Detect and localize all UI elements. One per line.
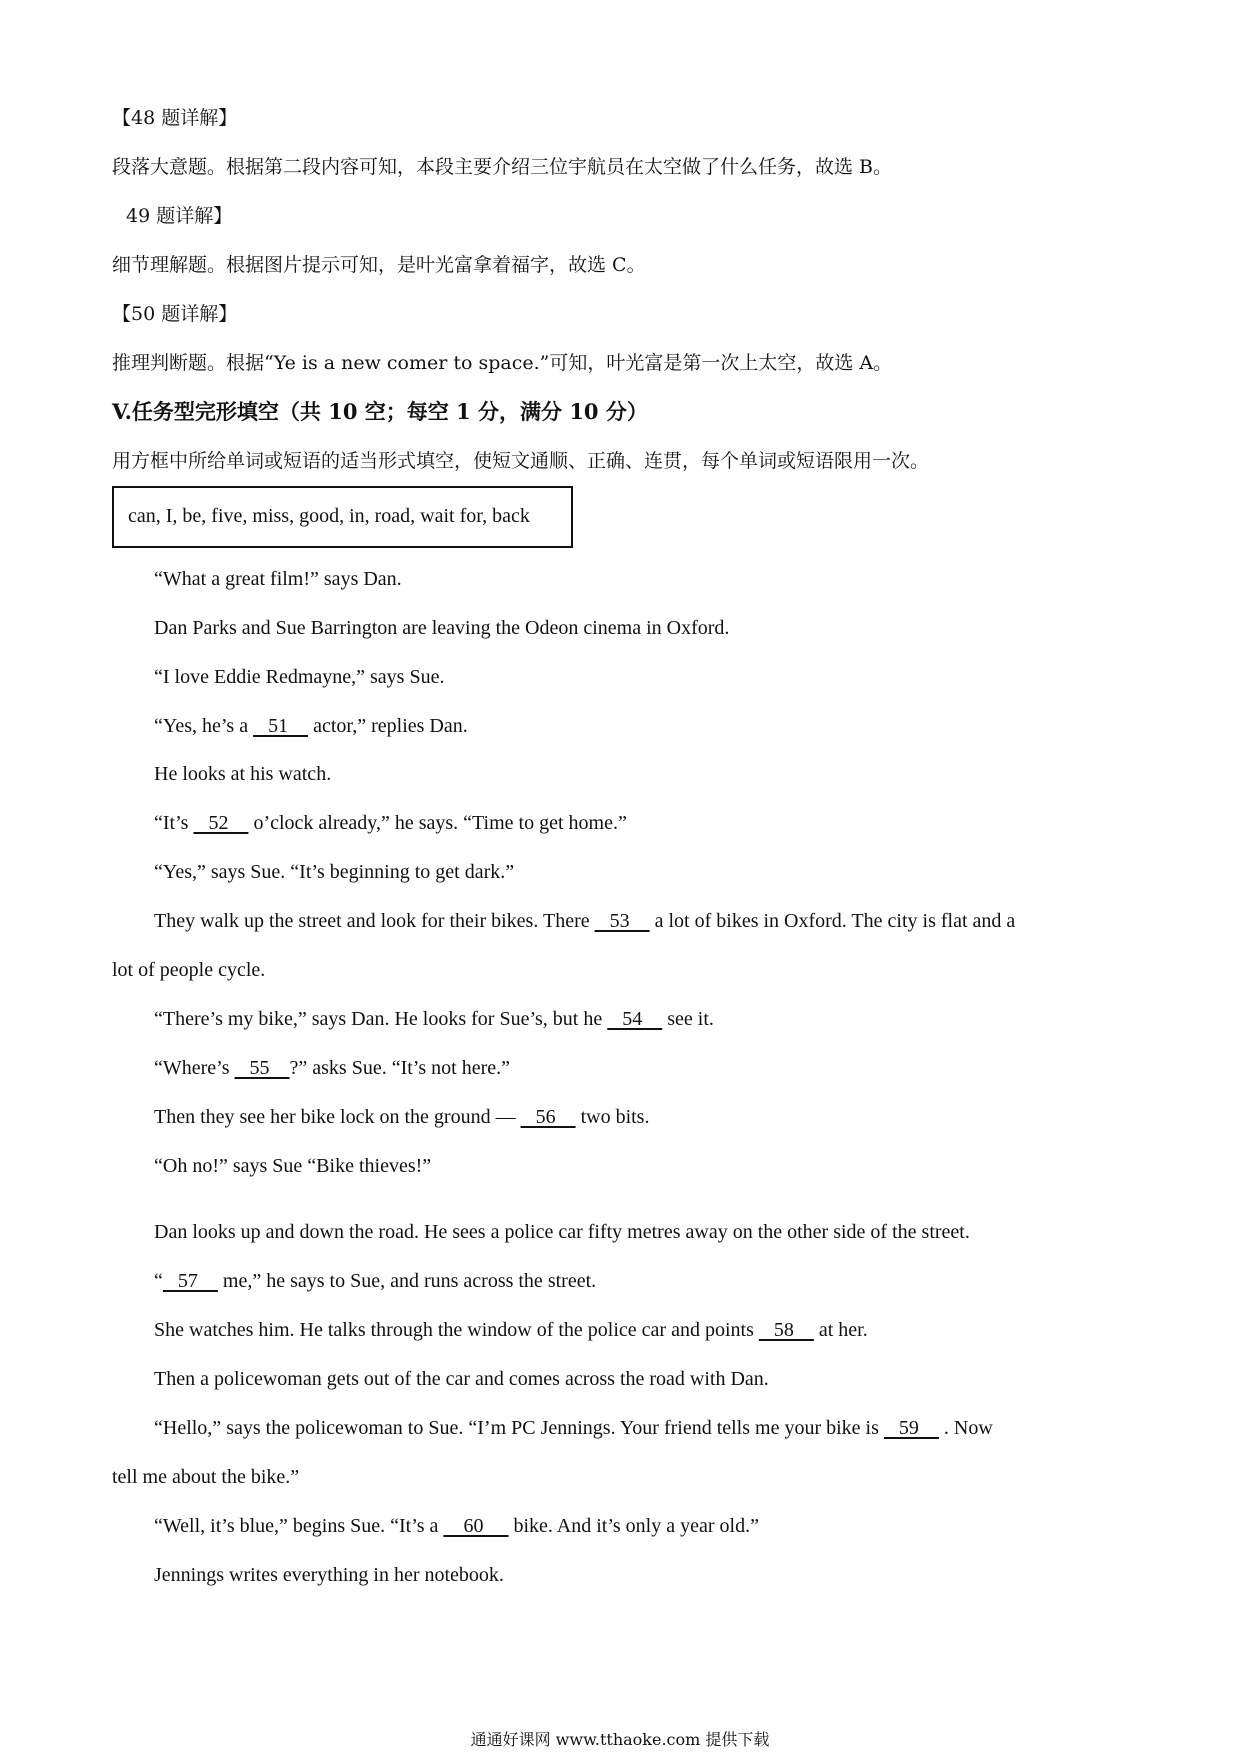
passage-text: “There’s my bike,” says Dan. He looks for Sue’s, but he [154, 1008, 608, 1030]
passage-line [154, 810, 627, 836]
blank-59: 59 [883, 1417, 939, 1439]
q48-heading: 【48 题详解】 [112, 107, 238, 129]
section-title: V.任务型完形填空（共 10 空；每空 1 分，满分 10 分） [112, 399, 648, 424]
passage-text: me,” he says to Sue, and runs across the street. [217, 1270, 597, 1292]
passage-line: He looks at his watch. [154, 763, 332, 785]
passage-line: “What a great film!” says Dan. [154, 568, 402, 590]
q48-explanation: 段落大意题。根据第二段内容可知，本段主要介绍三位宇航员在太空做了什么任务，故选 B。 [112, 156, 893, 178]
blank-58: 58 [758, 1319, 814, 1341]
passage-text: They walk up the street and look for their bikes. There [154, 910, 595, 932]
passage-line [154, 1006, 714, 1032]
passage-text: “Hello,” says the policewoman to Sue. “I’m PC Jennings. Your friend tells me your bike is [154, 1417, 884, 1439]
blank-55: 55 [234, 1057, 290, 1079]
passage-line: “Yes,” says Sue. “It’s beginning to get dark.” [154, 861, 515, 883]
passage-text: “ [154, 1270, 163, 1292]
passage-line: “I love Eddie Redmayne,” says Sue. [154, 666, 445, 688]
blank-53: 53 [594, 910, 650, 932]
footer-watermark: 通通好课网 www.tthaoke.com 提供下载 [470, 1730, 770, 1749]
blank-56: 56 [520, 1106, 576, 1128]
q49-explanation: 细节理解题。根据图片提示可知，是叶光富拿着福字，故选 C。 [112, 254, 646, 276]
passage-line [154, 1317, 868, 1343]
passage-text: a lot of bikes in Oxford. The city is flat and a [649, 910, 1016, 932]
passage-text: Then they see her bike lock on the ground — [154, 1106, 521, 1128]
passage-line: “Oh no!” says Sue “Bike thieves!” [154, 1155, 432, 1177]
passage-line: Then a policewoman gets out of the car and comes across the road with Dan. [154, 1368, 769, 1390]
passage-line [154, 908, 1015, 934]
passage-text: “Well, it’s blue,” begins Sue. “It’s a [154, 1515, 444, 1537]
passage-line [154, 1055, 510, 1081]
word-box [112, 486, 573, 548]
passage-line: Dan Parks and Sue Barrington are leaving the Odeon cinema in Oxford. [154, 617, 730, 639]
passage-line [154, 1415, 993, 1441]
blank-60: 60 [443, 1515, 509, 1537]
passage-line: lot of people cycle. [112, 959, 266, 981]
passage-line [154, 1104, 649, 1130]
q50-heading: 【50 题详解】 [112, 303, 238, 325]
passage-line [154, 1268, 596, 1294]
passage-text: at her. [813, 1319, 868, 1341]
blank-51: 51 [253, 715, 309, 737]
passage-text: see it. [662, 1008, 714, 1030]
passage-line [154, 713, 468, 739]
passage-text: “Where’s [154, 1057, 235, 1079]
blank-52: 52 [193, 812, 249, 834]
blank-54: 54 [607, 1008, 663, 1030]
q50-explanation: 推理判断题。根据“Ye is a new comer to space.”可知，叶光富是第一次上太空，故选 A。 [112, 352, 893, 374]
passage-text: “Yes, he’s a [154, 715, 254, 737]
passage-text: actor,” replies Dan. [308, 715, 468, 737]
section-instruction: 用方框中所给单词或短语的适当形式填空，使短文通顺、正确、连贯，每个单词或短语限用一次。 [112, 450, 930, 472]
passage-line: tell me about the bike.” [112, 1466, 300, 1488]
passage-text: She watches him. He talks through the window of the police car and points [154, 1319, 759, 1341]
blank-57: 57 [162, 1270, 218, 1292]
passage-text: ?” asks Sue. “It’s not here.” [289, 1057, 510, 1079]
word-box-text: can, I, be, five, miss, good, in, road, wait for, back [128, 505, 530, 527]
passage-text: “It’s [154, 812, 194, 834]
q49-heading: 49 题详解】 [126, 205, 233, 227]
passage-text: o’clock already,” he says. “Time to get home.” [248, 812, 627, 834]
passage-text: bike. And it’s only a year old.” [508, 1515, 759, 1537]
passage-line: Dan looks up and down the road. He sees a police car fifty metres away on the other side of the street. [154, 1221, 970, 1243]
passage-text: . Now [938, 1417, 993, 1439]
passage-text: two bits. [575, 1106, 650, 1128]
passage-line: Jennings writes everything in her notebook. [154, 1564, 504, 1586]
passage-line [154, 1513, 759, 1539]
